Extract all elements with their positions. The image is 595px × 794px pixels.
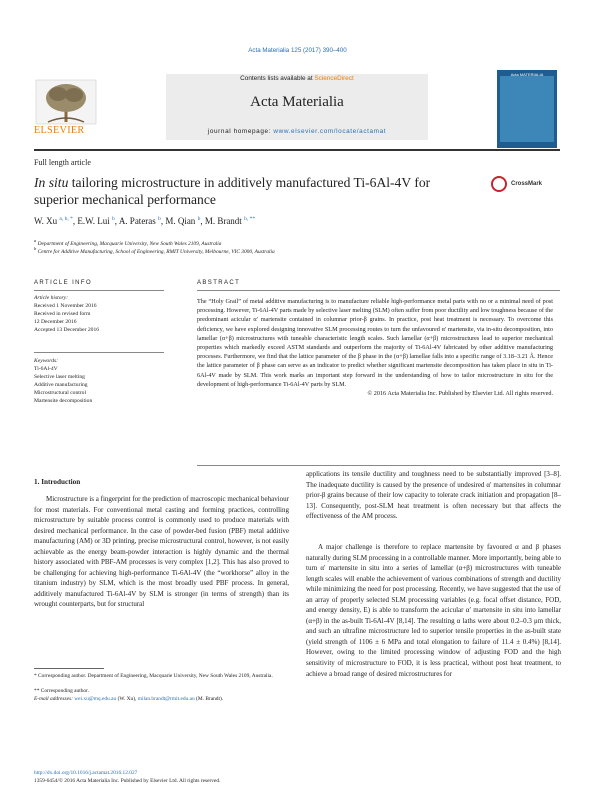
divider xyxy=(34,352,164,353)
title-text: tailoring microstructure in additively manufactured Ti-6Al-4V for superior mechanical performance xyxy=(34,175,431,207)
affiliation: $^a$ Department of Engineering, Macquarie University, New South Wales 2109, Australia xyxy=(34,238,222,247)
article-info-heading: ARTICLE INFO xyxy=(34,280,93,286)
keyword: Martensite decomposition xyxy=(34,398,93,404)
crossmark-label[interactable]: CrossMark xyxy=(511,181,543,187)
author[interactable]: M. Brandt $^{b, **}$ xyxy=(204,216,256,226)
title-italic: In situ xyxy=(34,175,69,190)
abstract-heading: ABSTRACT xyxy=(197,280,241,286)
abstract-body xyxy=(197,297,553,398)
footnote-corresponding: * Corresponding author. Department of Engineering, Macquarie University, New South Wales 2109, Australia. xyxy=(34,673,273,679)
keyword: Additive manufacturing xyxy=(34,382,88,388)
homepage-link[interactable]: www.elsevier.com/locate/actamat xyxy=(273,128,387,135)
keywords xyxy=(34,357,164,405)
footnote-rule xyxy=(34,668,104,669)
author[interactable]: A. Pateras $^b$ xyxy=(118,216,161,226)
article-history: Article history: Received 1 November 2016 Received in revised form 12 December 2016 Accepted 13 December 2016 xyxy=(34,295,100,333)
author[interactable]: E.W. Lui $^b$ xyxy=(77,216,115,226)
journal-homepage xyxy=(166,128,428,135)
divider xyxy=(197,465,560,466)
sciencedirect-link[interactable]: ScienceDirect xyxy=(314,75,354,82)
author-list: W. Xu $^{a, b, *}$, E.W. Lui $^b$, A. Pateras $^b$, M. Qian $^b$, M. Brandt $^{b, **}$ xyxy=(34,216,256,226)
journal-name: Acta Materialia xyxy=(250,94,344,110)
masthead-rule xyxy=(34,149,560,151)
footnote-emails: E-mail addresses: wei.xu@mq.edu.au (W. Xu), milan.brandt@rmit.edu.au (M. Brandt). xyxy=(34,696,224,702)
affiliation: $^b$ Centre for Additive Manufacturing, School of Engineering, RMIT University, Melbourne, VIC 3000, Australia xyxy=(34,246,275,255)
keyword: Microstructural control xyxy=(34,390,87,396)
abstract-paragraph: The “Holy Grail” of metal additive manufacturing is to manufacture reliable high-performance metal parts with no or a minimal need of post processing. However, Ti-6Al-4V parts made by selective laser melting (SLM) often suffer from poor ductility and low toughness because of the predominant acicular α′ martensite contained in columnar prior-β grains. In practice, post heat treatment is necessary. To overcome this deficiency, we have explored designing innovative SLM processing routes to turn the unfavoured α′ martensite, via in-situ decomposition, into lamellar (α+β) microstructures with tuneable characteristic length scales. Such lamellar (α+β) microstructures lead to superior mechanical properties which markedly exceed ASTM standards and outperform the majority of Ti-6Al-4V fabricated by other additive manufacturing processes. Furthermore, we find that the lattice parameter of the β phase in the (α+β) lamellae falls into a specific range of 3.18–3.21 Å. Hence the lattice parameter of β phase can serve as an indicator to predict whether significant martensite decomposition has taken place in situ in Ti-6Al-4V made by SLM. This work marks an important step forward in the understanding of how to tailor microstructure in situ for the development of high-performance Ti-6Al-4V parts by SLM. xyxy=(197,298,553,388)
contents-line xyxy=(166,75,428,82)
abstract-copyright: © 2016 Acta Materialia Inc. Published by Elsevier Ltd. All rights reserved. xyxy=(367,390,553,398)
journal-reference[interactable]: Acta Materialia 125 (2017) 390–400 xyxy=(248,47,347,54)
divider xyxy=(34,290,164,291)
issn-line: 1359-6454/© 2016 Acta Materialia Inc. Published by Elsevier Ltd. All rights reserved. xyxy=(34,778,221,784)
email-link[interactable]: wei.xu@mq.edu.au xyxy=(74,696,117,702)
author[interactable]: M. Qian $^b$ xyxy=(165,216,201,226)
doi-link[interactable]: http://dx.doi.org/10.1016/j.actamat.2016.12.027 xyxy=(34,770,138,776)
contents-prefix: Contents lists available at xyxy=(240,75,313,82)
intro-paragraph: applications its tensile ductility and toughness need to be substantially improved [3–8]. The inadequate ductility is caused by the presence of undesired α′ martensites in columnar prior-β grains because of their low capacity to tolerate crack initiation and propagation [8–13]. Consequently, post-SLM heat treatment is often necessary but that affects the effectiveness of the AM process. xyxy=(306,470,561,521)
email-link[interactable]: milan.brandt@rmit.edu.au xyxy=(137,696,195,702)
history-label: Article history: xyxy=(34,295,69,301)
keywords-label: Keywords: xyxy=(34,358,59,364)
intro-paragraph: A major challenge is therefore to replace martensite by favoured α and β phases naturally during SLM processing in a controllable manner. More importantly, being able to turn α′ martensite in situ into a series of lamellar (α+β) microstructures with tuneable length scales will enable the achievement of various combinations of strength and ductility while minimizing the need for post processing. Recently, we have suggested that the use of an array of properly selected SLM processing variables (e.g. focal offset distance, FOD, and energy density, E) is able to transform the acicular α′ martensite in situ into lamellar (α+β) in the as-built Ti-6Al-4V [8,14]. The resulting α laths were about 0.2–0.3 μm thick, and such an ultrafine microstructure led to superior tensile properties in the as-built state (yield strength of 1106 ± 6 MPa and total elongation to failure of 11.4 ± 0.4%) [8,14]. However, owing to the limited processing window of adjusting FOD and the high sensitivity of microstructure to FOD, it is less practical, without post heat treatment, to achieve a broad range of desired microstructures for xyxy=(306,543,561,678)
keyword: Selective laser melting xyxy=(34,374,85,380)
keyword: Ti-6Al-4V xyxy=(34,366,58,372)
article-type: Full length article xyxy=(34,158,91,167)
article-title xyxy=(34,175,474,209)
footnote-corresponding-2: ** Corresponding author. xyxy=(34,688,89,694)
publisher-name: ELSEVIER xyxy=(34,125,85,136)
intro-paragraph: Microstructure is a fingerprint for the prediction of macroscopic mechanical behaviour for most materials. For conventional metal casting and forming practices, controlling microstructure by suitable process control is commonly used to produce materials with desired mechanical performance. In the case of powder-bed fusion (PBF) metal additive manufacturing (AM) or 3D printing, precise microstructural control, however, is not easily achievable as the energy beam-powder interaction is highly dynamic and the thermal history associated with PBF-AM processes is very complex [1,2]. This has also proved to be challenging for achieving high-performance Ti-6Al-4V (the “workhorse” alloy in the titanium industry) by SLM, which is the most broadly used PBF process. In general, additively manufactured Ti-6Al-4V by SLM is stronger (in terms of strength) than its wrought counterparts, but for structural xyxy=(34,495,289,609)
divider xyxy=(197,290,560,291)
author[interactable]: W. Xu $^{a, b, *}$ xyxy=(34,216,73,226)
section-heading: 1. Introduction xyxy=(34,478,81,486)
journal-cover-image xyxy=(500,76,554,142)
journal-cover-title: Acta MATERIALIA xyxy=(510,72,544,77)
homepage-prefix: journal homepage: xyxy=(207,128,271,135)
crossmark-icon[interactable] xyxy=(491,176,507,192)
